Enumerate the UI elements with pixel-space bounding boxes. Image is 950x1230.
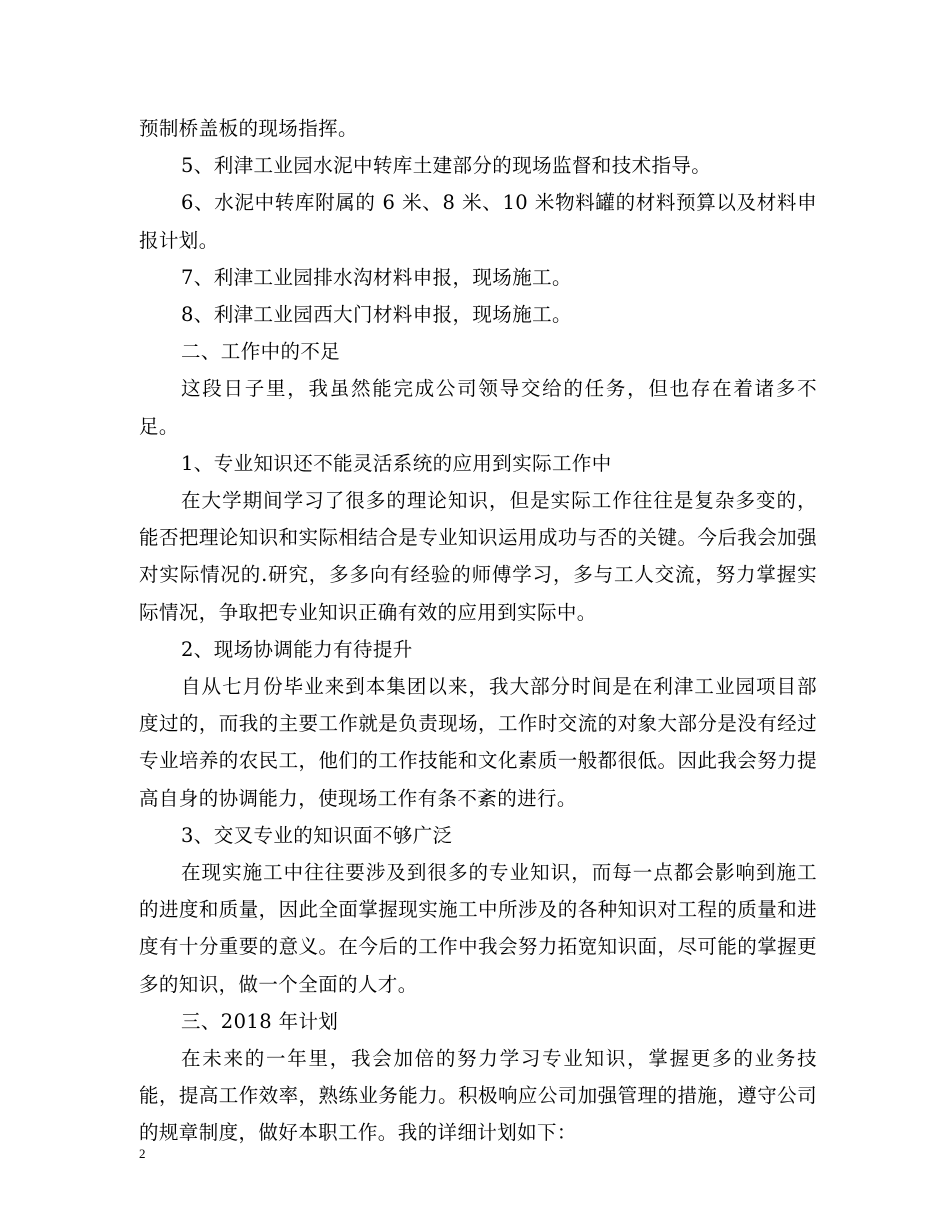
subsection-heading: 2、现场协调能力有待提升 <box>181 637 413 661</box>
page-number: 2 <box>139 1146 146 1161</box>
paragraph: 预制桥盖板的现场指挥。 <box>139 117 358 140</box>
paragraph: 在大学期间学习了很多的理论知识，但是实际工作往往是复杂多变的，能否把理论知识和实际相结合是专业知识运用成功与否的关键。今后我会加强对实际情况的.研究，多多向有经验的师傅学习，多与工人交流，努力掌握实际情况，争取把专业知识正确有效的应用到实际中。 <box>139 489 817 624</box>
paragraph: 在未来的一年里，我会加倍的努力学习专业知识，掌握更多的业务技能，提高工作效率，熟练业务能力。积极响应公司加强管理的措施，遵守公司的规章制度，做好本职工作。我的详细计划如下： <box>139 1047 817 1145</box>
paragraph: 这段日子里，我虽然能完成公司领导交给的任务，但也存在着诸多不足。 <box>139 377 817 438</box>
list-item-paragraph: 6、水泥中转库附属的 6 米、8 米、10 米物料罐的材料预算以及材料申报计划。 <box>139 191 817 252</box>
paragraph: 自从七月份毕业来到本集团以来，我大部分时间是在利津工业园项目部度过的，而我的主要工作就是负责现场，工作时交流的对象大部分是没有经过专业培养的农民工，他们的工作技能和文化素质一般都很低。因此我会努力提高自身的协调能力，使现场工作有条不紊的进行。 <box>139 675 817 810</box>
subsection-heading: 3、交叉专业的知识面不够广泛 <box>181 823 453 847</box>
document-body <box>139 110 817 1152</box>
list-item-paragraph: 5、利津工业园水泥中转库土建部分的现场监督和技术指导。 <box>181 154 712 178</box>
list-item-paragraph: 8、利津工业园西大门材料申报，现场施工。 <box>181 303 572 327</box>
subsection-heading: 1、专业知识还不能灵活系统的应用到实际工作中 <box>181 451 612 475</box>
paragraph: 在现实施工中往往要涉及到很多的专业知识，而每一点都会影响到施工的进度和质量，因此全面掌握现实施工中所涉及的各种知识对工程的质量和进度有十分重要的意义。在今后的工作中我会努力拓宽知识面，尽可能的掌握更多的知识，做一个全面的人才。 <box>139 861 817 996</box>
section-heading: 三、2018 年计划 <box>181 1009 339 1033</box>
list-item-paragraph: 7、利津工业园排水沟材料申报，现场施工。 <box>181 265 572 289</box>
section-heading: 二、工作中的不足 <box>181 340 341 364</box>
